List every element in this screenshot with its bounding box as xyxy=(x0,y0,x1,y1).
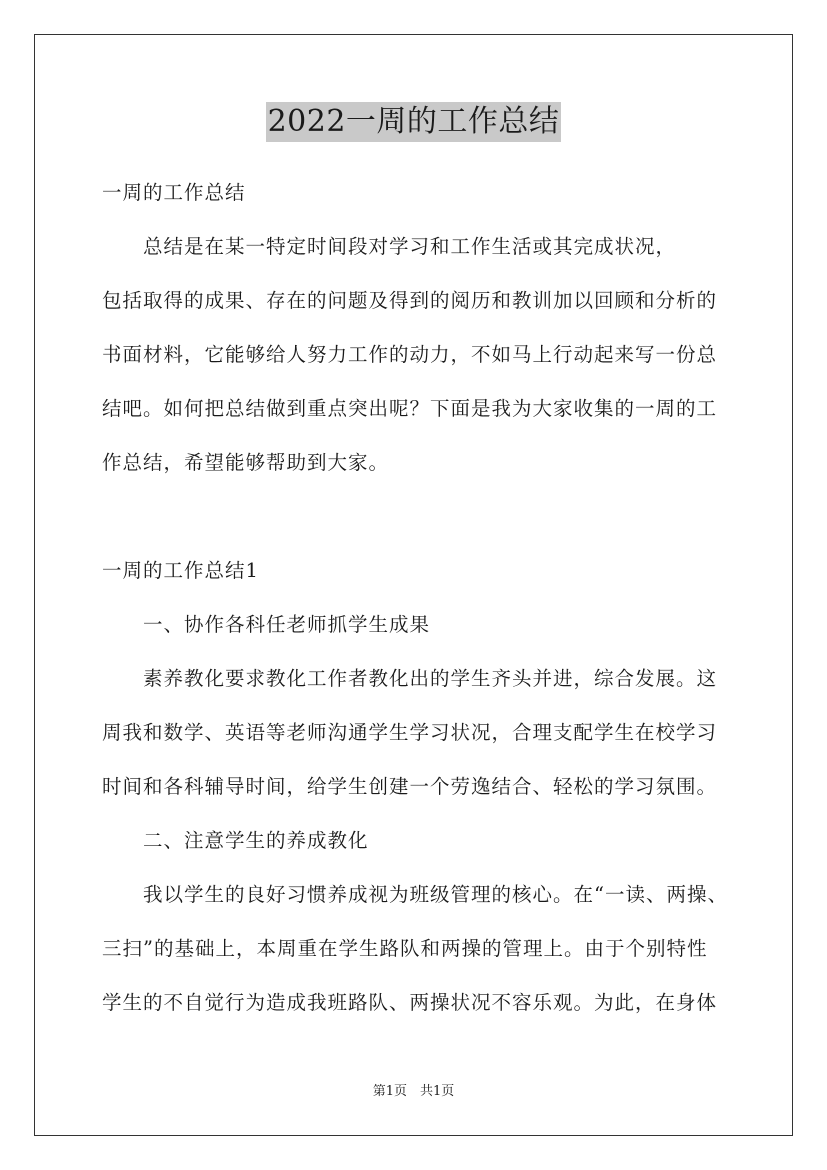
subheading-line: 一、协作各科任老师抓学生成果 xyxy=(102,613,431,636)
section-heading: 一周的工作总结 xyxy=(102,181,246,204)
paragraph-line: 时间和各科辅导时间，给学生创建一个劳逸结合、轻松的学习氛围。 xyxy=(102,775,718,798)
paragraph-line: 周我和数学、英语等老师沟通学生学习状况，合理支配学生在校学习 xyxy=(102,721,718,744)
paragraph-line: 素养教化要求教化工作者教化出的学生齐头并进，综合发展。这 xyxy=(102,667,718,690)
paragraph-line: 包括取得的成果、存在的问题及得到的阅历和教训加以回顾和分析的 xyxy=(102,289,718,312)
subheading-line: 二、注意学生的养成教化 xyxy=(102,829,369,852)
section-heading: 一周的工作总结1 xyxy=(102,559,259,582)
paragraph-line: 学生的不自觉行为造成我班路队、两操状况不容乐观。为此，在身体 xyxy=(102,991,718,1014)
paragraph-line: 总结是在某一特定时间段对学习和工作生活或其完成状况， xyxy=(102,235,677,258)
paragraph-line: 书面材料，它能够给人努力工作的动力，不如马上行动起来写一份总 xyxy=(102,343,718,366)
paragraph-line: 我以学生的良好习惯养成视为班级管理的核心。在“一读、两操、 xyxy=(102,883,728,906)
paragraph-line: 作总结，希望能够帮助到大家。 xyxy=(102,451,390,474)
document-title: 2022一周的工作总结 xyxy=(266,102,562,142)
paragraph-line: 结吧。如何把总结做到重点突出呢？下面是我为大家收集的一周的工 xyxy=(102,397,718,420)
page-number-footer: 第1页 共1页 xyxy=(372,1084,455,1099)
paragraph-line: 三扫”的基础上，本周重在学生路队和两操的管理上。由于个别特性 xyxy=(102,937,708,960)
title-container xyxy=(0,102,827,142)
